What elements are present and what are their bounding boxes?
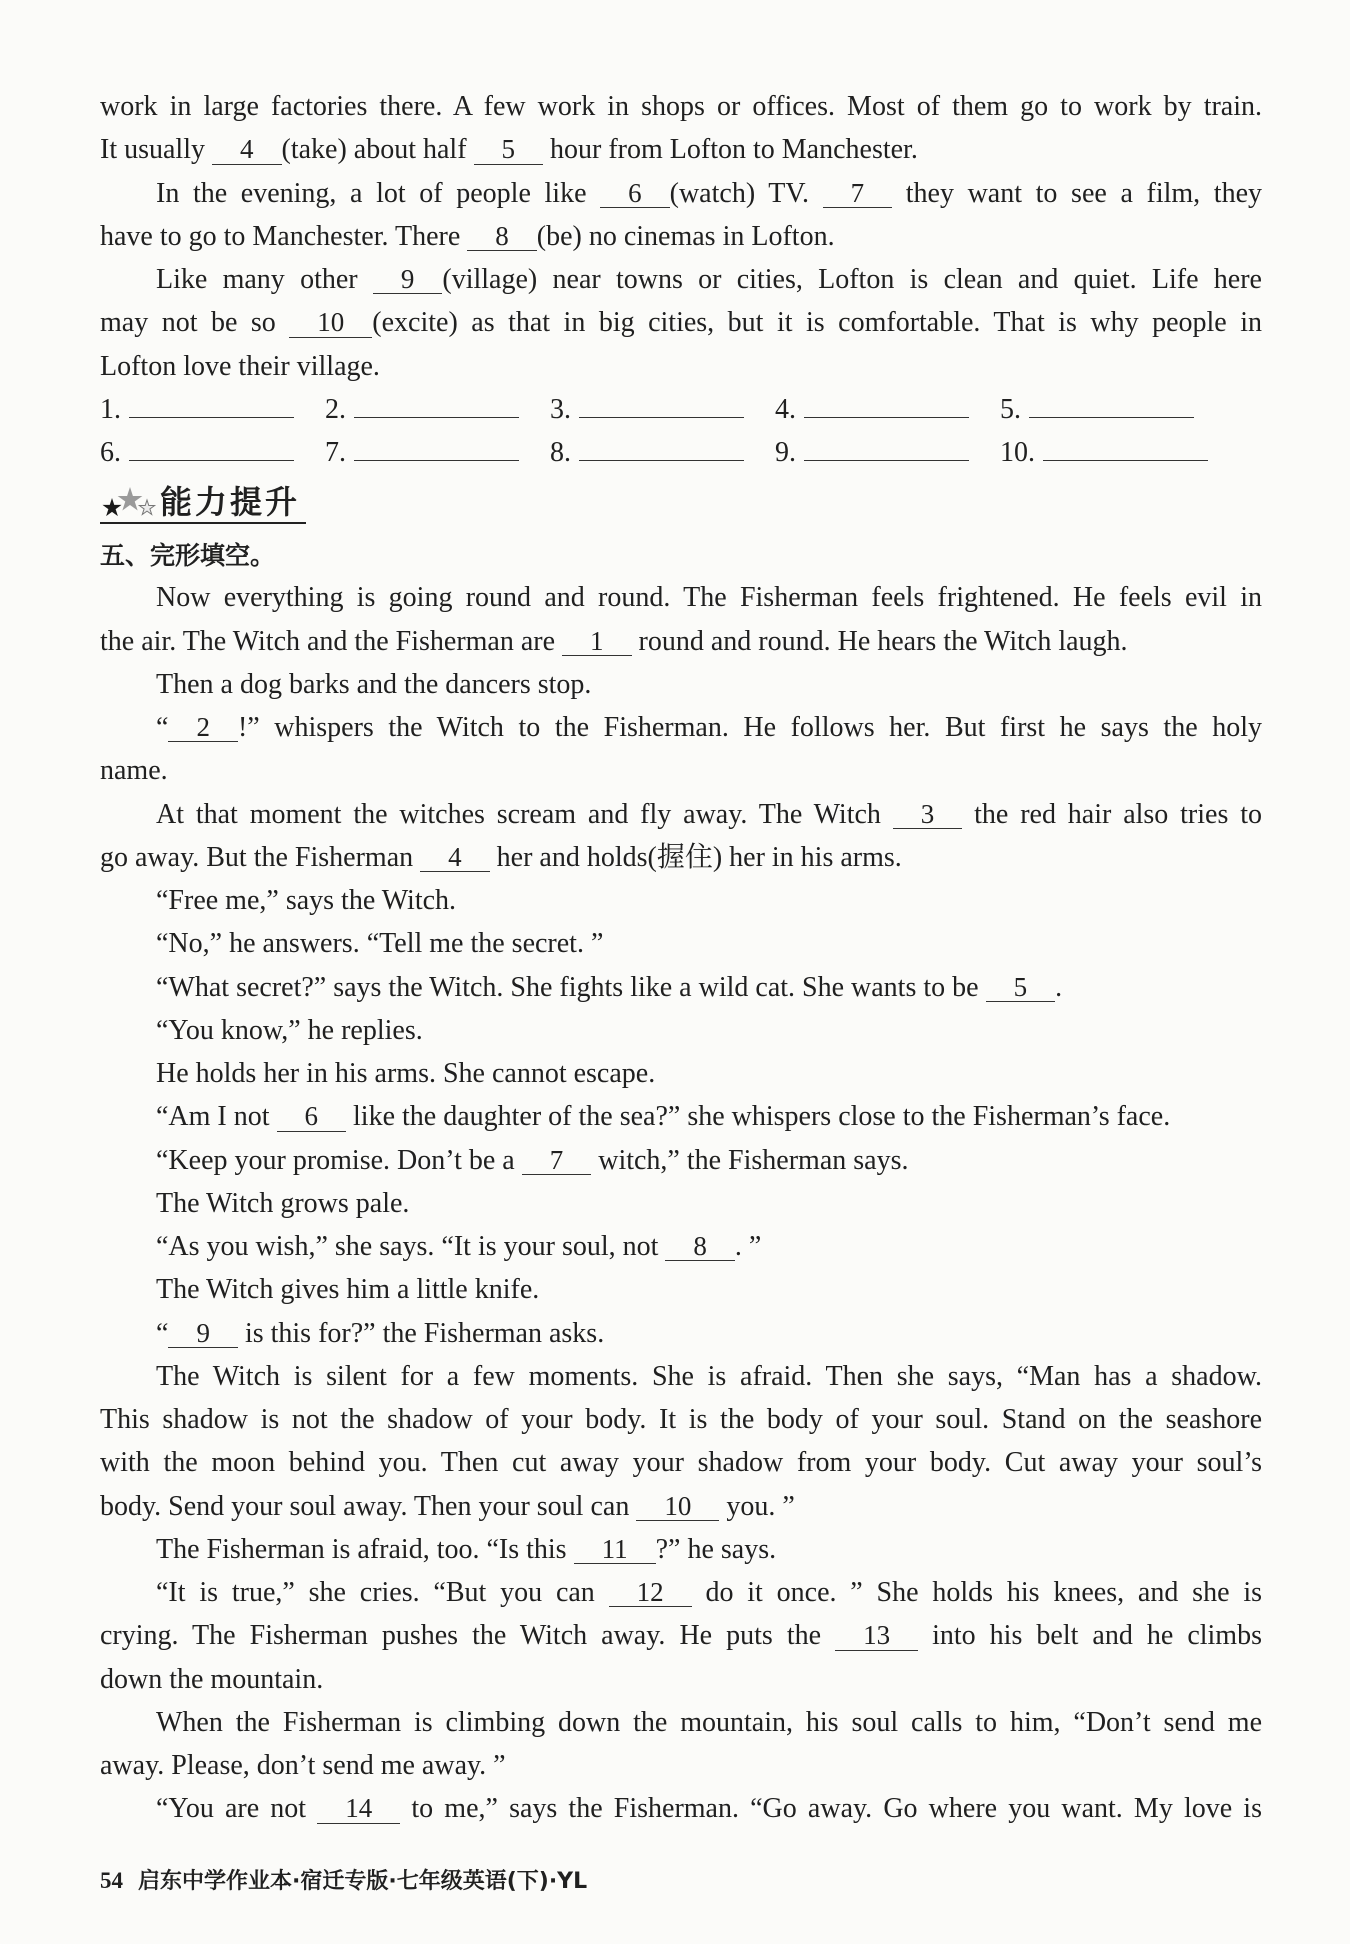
cloze-blank-10: 10	[636, 1492, 719, 1521]
cloze-paragraph	[100, 706, 1262, 793]
cloze-paragraph	[100, 922, 1262, 965]
cloze-paragraph	[100, 1787, 1262, 1830]
text-run: into his belt and he climbs	[918, 1620, 1262, 1652]
cloze-blank-9: 9	[168, 1319, 238, 1348]
text-line	[100, 706, 1262, 749]
answer-item-4	[775, 388, 1000, 431]
answer-item-1	[100, 388, 325, 431]
cloze-blank-3: 3	[893, 800, 963, 829]
text-line	[100, 258, 1262, 301]
text-run: round and round. He hears the Witch laugh.	[631, 625, 1128, 657]
answer-line	[1043, 442, 1208, 461]
text-run: with the moon behind you. Then cut away your shadow from your body. Cut away your soul’s	[100, 1447, 1262, 1479]
cloze-passage	[100, 576, 1262, 1830]
text-line	[100, 576, 1262, 619]
text-run: “What secret?” says the Witch. She fights like a wild cat. She wants to be	[156, 971, 986, 1003]
text-run: go away. But the Fisherman	[100, 841, 421, 873]
answer-number: 10.	[1000, 437, 1035, 468]
cloze-paragraph	[100, 1052, 1262, 1095]
text-run: (be) no cinemas in Lofton.	[536, 220, 835, 252]
cloze-paragraph	[100, 1182, 1262, 1225]
answer-line	[579, 442, 744, 461]
text-run: !” whispers the Witch to the Fisherman. He follows her. But first he says the holy	[237, 712, 1262, 743]
text-line	[100, 922, 1262, 965]
section-heading-box	[100, 482, 306, 524]
cloze-blank-2: 2	[168, 713, 238, 742]
answer-item-5	[1000, 388, 1225, 431]
section-heading	[100, 474, 1262, 524]
cloze-paragraph	[100, 1312, 1262, 1355]
text-run: you. ”	[719, 1490, 795, 1522]
answer-line	[354, 442, 519, 461]
answer-number: 3.	[550, 393, 571, 425]
text-line	[100, 1701, 1262, 1744]
reading-blank-6: 6	[600, 179, 670, 208]
answer-line	[129, 399, 294, 418]
cloze-paragraph	[100, 1225, 1262, 1268]
text-run: may not be so	[100, 307, 290, 339]
reading-blank-9: 9	[373, 265, 443, 294]
reading-blank-8: 8	[467, 222, 537, 251]
text-line	[100, 345, 1262, 388]
text-run: the air. The Witch and the Fisherman are	[100, 625, 563, 657]
answer-number: 9.	[775, 437, 796, 468]
text-line	[100, 1744, 1262, 1787]
text-run: It usually	[100, 134, 212, 166]
text-run: “No,” he answers. “Tell me the secret. ”	[156, 928, 604, 960]
text-run: hour from Lofton to Manchester.	[543, 134, 918, 166]
answer-number: 2.	[325, 393, 346, 425]
cloze-paragraph	[100, 966, 1262, 1009]
text-run: Now everything is going round and round. The Fisherman feels frightened. He feels evil in	[156, 582, 1262, 614]
text-line	[100, 1398, 1262, 1441]
text-line	[100, 301, 1262, 344]
answer-line	[354, 399, 519, 418]
text-run: “It is true,” she cries. “But you can	[156, 1577, 609, 1608]
text-run: Then a dog barks and the dancers stop.	[156, 668, 592, 700]
cloze-blank-14: 14	[317, 1794, 400, 1823]
text-run: (take) about half	[281, 134, 474, 166]
text-line	[100, 128, 1262, 171]
cloze-paragraph	[100, 1139, 1262, 1182]
text-line	[100, 1139, 1262, 1182]
text-line	[100, 1787, 1262, 1830]
cloze-paragraph	[100, 793, 1262, 880]
section-heading-text: 能力提升	[160, 483, 301, 522]
text-run: “As you wish,” she says. “It is your soul, not	[156, 1231, 666, 1262]
answer-number: 4.	[775, 393, 796, 425]
answer-number: 7.	[325, 437, 346, 468]
text-run: (watch) TV.	[669, 177, 823, 209]
reading-paragraph	[100, 258, 1262, 388]
cloze-blank-6: 6	[277, 1102, 347, 1131]
answer-number: 5.	[1000, 393, 1021, 425]
text-run: down the mountain.	[100, 1663, 324, 1695]
cloze-paragraph	[100, 1095, 1262, 1138]
text-run: body. Send your soul away. Then your soul can	[100, 1490, 637, 1522]
cloze-blank-11: 11	[574, 1535, 656, 1564]
answer-number: 8.	[550, 437, 571, 468]
text-run: name.	[100, 755, 168, 787]
answer-item-8	[550, 431, 775, 474]
text-line	[100, 966, 1262, 1009]
text-line	[100, 793, 1262, 836]
cloze-blank-5: 5	[986, 973, 1056, 1002]
reading-blank-10: 10	[289, 308, 372, 337]
cloze-blank-1: 1	[562, 627, 632, 656]
page-content	[100, 85, 1262, 1831]
reading-paragraph	[100, 85, 1262, 172]
answer-item-10	[1000, 431, 1225, 474]
text-line	[100, 620, 1262, 663]
text-run: “Keep your promise. Don’t be a	[156, 1144, 522, 1176]
answer-item-7	[325, 431, 550, 474]
text-run: to me,” says the Fisherman. “Go away. Go where you want. My love is	[400, 1793, 1262, 1825]
text-run: This shadow is not the shadow of your body. It is the body of your soul. Stand on the seashore	[100, 1404, 1262, 1435]
cloze-blank-12: 12	[609, 1578, 692, 1607]
book-title: 启东中学作业本·宿迁专版·七年级英语(下)·YL	[138, 1869, 588, 1894]
answer-number: 1.	[100, 393, 121, 425]
answer-item-3	[550, 388, 775, 431]
text-run: The Witch grows pale.	[156, 1187, 410, 1219]
text-run: they want to see a film, they	[892, 177, 1262, 209]
cloze-blank-13: 13	[835, 1621, 918, 1650]
text-run: witch,” the Fisherman says.	[591, 1144, 909, 1176]
text-run: ?” he says.	[655, 1533, 777, 1565]
answer-line	[1029, 399, 1194, 418]
text-run: He holds her in his arms. She cannot escape.	[156, 1058, 656, 1089]
reading-blank-4: 4	[212, 135, 282, 164]
cloze-blank-8: 8	[665, 1232, 735, 1261]
exercise-title: 五、完形填空。	[100, 541, 276, 571]
text-line	[100, 1182, 1262, 1225]
text-run: away. Please, don’t send me away. ”	[100, 1750, 506, 1781]
text-run: (village) near towns or cities, Lofton is clean and quiet. Life here	[442, 264, 1262, 295]
reading-paragraph	[100, 172, 1262, 259]
page-number: 54	[100, 1868, 123, 1893]
text-run: (excite) as that in big cities, but it is comfortable. That is why people in	[372, 307, 1262, 339]
text-line	[100, 1268, 1262, 1311]
text-line	[100, 1225, 1262, 1268]
text-line	[100, 1571, 1262, 1614]
text-line	[100, 215, 1262, 258]
reading-blank-7: 7	[823, 179, 893, 208]
text-run: “You know,” he replies.	[156, 1014, 423, 1046]
text-line	[100, 749, 1262, 792]
text-run: The Fisherman is afraid, too. “Is this	[156, 1533, 574, 1565]
text-line	[100, 1528, 1262, 1571]
answer-line	[804, 442, 969, 461]
text-run: The Witch gives him a little knife.	[156, 1274, 540, 1306]
text-run: “	[156, 712, 169, 743]
text-line	[100, 1614, 1262, 1657]
text-line	[100, 1312, 1262, 1355]
text-line	[100, 172, 1262, 215]
text-run: “	[156, 1317, 169, 1349]
text-run: her and holds(握住) her in his arms.	[489, 841, 902, 873]
cloze-paragraph	[100, 576, 1262, 663]
text-run: Like many other	[156, 264, 373, 295]
cloze-blank-4: 4	[420, 843, 490, 872]
text-run: .	[1055, 971, 1063, 1003]
answer-line	[804, 399, 969, 418]
page-footer	[100, 1866, 587, 1896]
cloze-paragraph	[100, 1355, 1262, 1528]
text-run: . ”	[734, 1231, 762, 1262]
reading-passage	[100, 85, 1262, 388]
text-run: When the Fisherman is climbing down the mountain, his soul calls to him, “Don’t send me	[156, 1706, 1262, 1738]
cloze-paragraph	[100, 1009, 1262, 1052]
cloze-paragraph	[100, 663, 1262, 706]
stars-icon	[100, 485, 158, 519]
reading-blank-5: 5	[474, 135, 544, 164]
cloze-paragraph	[100, 1528, 1262, 1571]
text-run: “Am I not	[156, 1101, 277, 1133]
text-run: the red hair also tries to	[962, 798, 1262, 830]
answer-line	[579, 399, 744, 418]
text-line	[100, 1355, 1262, 1398]
cloze-paragraph	[100, 879, 1262, 922]
text-line	[100, 85, 1262, 128]
cloze-blank-7: 7	[522, 1146, 592, 1175]
text-run: crying. The Fisherman pushes the Witch away. He puts the	[100, 1620, 836, 1652]
text-line	[100, 1009, 1262, 1052]
text-run: work in large factories there. A few work in shops or offices. Most of them go to work by train.	[100, 91, 1262, 122]
answer-item-6	[100, 431, 325, 474]
text-line	[100, 1052, 1262, 1095]
cloze-paragraph	[100, 1268, 1262, 1311]
text-line	[100, 879, 1262, 922]
text-line	[100, 1095, 1262, 1138]
answer-number: 6.	[100, 437, 121, 468]
answer-item-9	[775, 431, 1000, 474]
text-line	[100, 836, 1262, 879]
answer-line	[129, 442, 294, 461]
text-run: The Witch is silent for a few moments. She is afraid. Then she says, “Man has a shadow.	[156, 1360, 1262, 1392]
text-run: “You are not	[156, 1793, 318, 1825]
text-run: In the evening, a lot of people like	[156, 177, 601, 209]
answer-item-2	[325, 388, 550, 431]
text-run: At that moment the witches scream and fly away. The Witch	[156, 798, 893, 830]
cloze-paragraph	[100, 1701, 1262, 1788]
text-run: is this for?” the Fisherman asks.	[237, 1317, 605, 1349]
text-run: “Free me,” says the Witch.	[156, 885, 457, 916]
text-line	[100, 1441, 1262, 1484]
text-line	[100, 1485, 1262, 1528]
text-line	[100, 1658, 1262, 1701]
text-run: like the daughter of the sea?” she whispers close to the Fisherman’s face.	[346, 1101, 1171, 1133]
answer-sheet	[100, 388, 1262, 475]
text-line	[100, 663, 1262, 706]
text-run: have to go to Manchester. There	[100, 220, 468, 252]
text-run: Lofton love their village.	[100, 350, 380, 382]
cloze-paragraph	[100, 1571, 1262, 1701]
text-run: do it once. ” She holds his knees, and she is	[691, 1577, 1262, 1608]
